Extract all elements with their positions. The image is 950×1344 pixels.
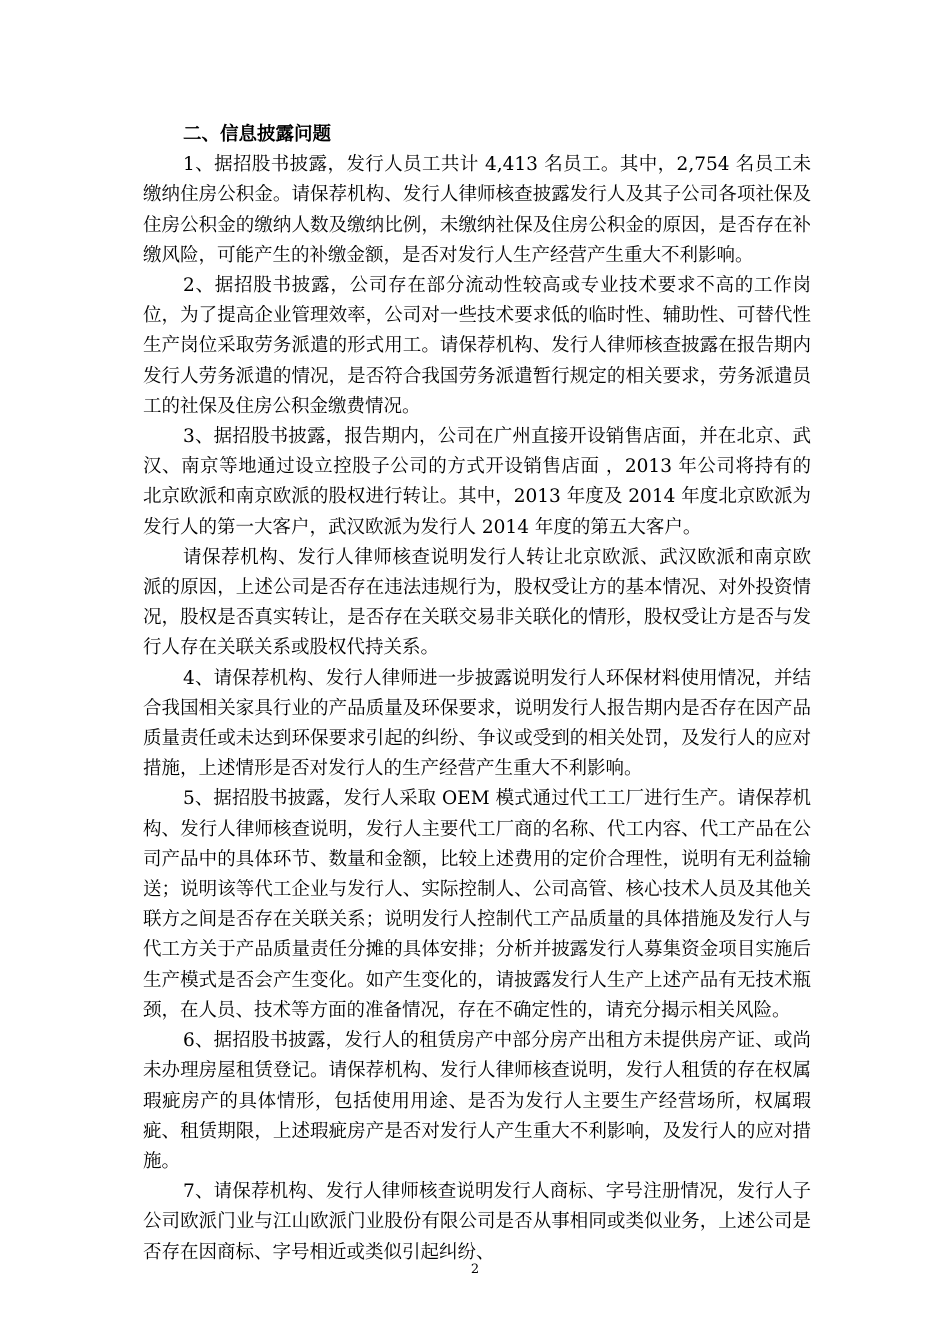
document-body <box>143 120 811 1268</box>
paragraph-4: 4、请保荐机构、发行人律师进一步披露说明发行人环保材料使用情况，并结合我国相关家具行业的产品质量及环保要求，说明发行人报告期内是否存在因产品质量责任或未达到环保要求引起的纠纷、争议或受到的相关处罚，及发行人的应对措施，上述情形是否对发行人的生产经营产生重大不利影响。 <box>143 667 811 780</box>
paragraph-7: 7、请保荐机构、发行人律师核查说明发行人商标、字号注册情况，发行人子公司欧派门业与江山欧派门业股份有限公司是否从事相同或类似业务，上述公司是否存在因商标、字号相近或类似引起纠纷、 <box>143 1181 811 1263</box>
paragraph-5: 5、据招股书披露，发行人采取 OEM 模式通过代工工厂进行生产。请保荐机构、发行人律师核查说明，发行人主要代工厂商的名称、代工内容、代工产品在公司产品中的具体环节、数量和金额，比较上述费用的定价合理性，说明有无利益输送；说明该等代工企业与发行人、实际控制人、公司高管、核心技术人员及其他关联方之间是否存在关联关系；说明发行人控制代工产品质量的具体措施及发行人与代工方关于产品质量责任分摊的具体安排；分析并披露发行人募集资金项目实施后生产模式是否会产生变化。如产生变化的，请披露发行人生产上述产品有无技术瓶颈，在人员、技术等方面的准备情况，存在不确定性的，请充分揭示相关风险。 <box>143 788 811 1021</box>
page-number: 2 <box>470 1262 480 1277</box>
section-heading: 二、信息披露问题 <box>183 124 332 145</box>
paragraph-6: 6、据招股书披露，发行人的租赁房产中部分房产出租方未提供房产证、或尚未办理房屋租赁登记。请保荐机构、发行人律师核查说明，发行人租赁的存在权属瑕疵房产的具体情形，包括使用用途、是否为发行人主要生产经营场所，权属瑕疵、租赁期限，上述瑕疵房产是否对发行人产生重大不利影响，及发行人的应对措施。 <box>143 1030 811 1172</box>
paragraph-3-followup: 请保荐机构、发行人律师核查说明发行人转让北京欧派、武汉欧派和南京欧派的原因，上述公司是否存在违法违规行为，股权受让方的基本情况、对外投资情况，股权是否真实转让，是否存在关联交易非关联化的情形，股权受让方是否与发行人存在关联关系或股权代持关系。 <box>143 546 811 659</box>
paragraph-1: 1、据招股书披露，发行人员工共计 4,413 名员工。其中，2,754 名员工未缴纳住房公积金。请保荐机构、发行人律师核查披露发行人及其子公司各项社保及住房公积金的缴纳人数及缴纳比例，未缴纳社保及住房公积金的原因，是否存在补缴风险，可能产生的补缴金额，是否对发行人生产经营产生重大不利影响。 <box>143 154 811 266</box>
paragraph-2: 2、据招股书披露，公司存在部分流动性较高或专业技术要求不高的工作岗位，为了提高企业管理效率，公司对一些技术要求低的临时性、辅助性、可替代性生产岗位采取劳务派遣的形式用工。请保荐机构、发行人律师核查披露在报告期内发行人劳务派遣的情况，是否符合我国劳务派遣暂行规定的相关要求，劳务派遣员工的社保及住房公积金缴费情况。 <box>143 275 811 417</box>
paragraph-3: 3、据招股书披露，报告期内，公司在广州直接开设销售店面，并在北京、武汉、南京等地通过设立控股子公司的方式开设销售店面 ，2013 年公司将持有的北京欧派和南京欧派的股权进行转让。其中，2013 年度及 2014 年度北京欧派为发行人的第一大客户，武汉欧派为发行人 2014 年度的第五大客户。 <box>143 426 811 538</box>
